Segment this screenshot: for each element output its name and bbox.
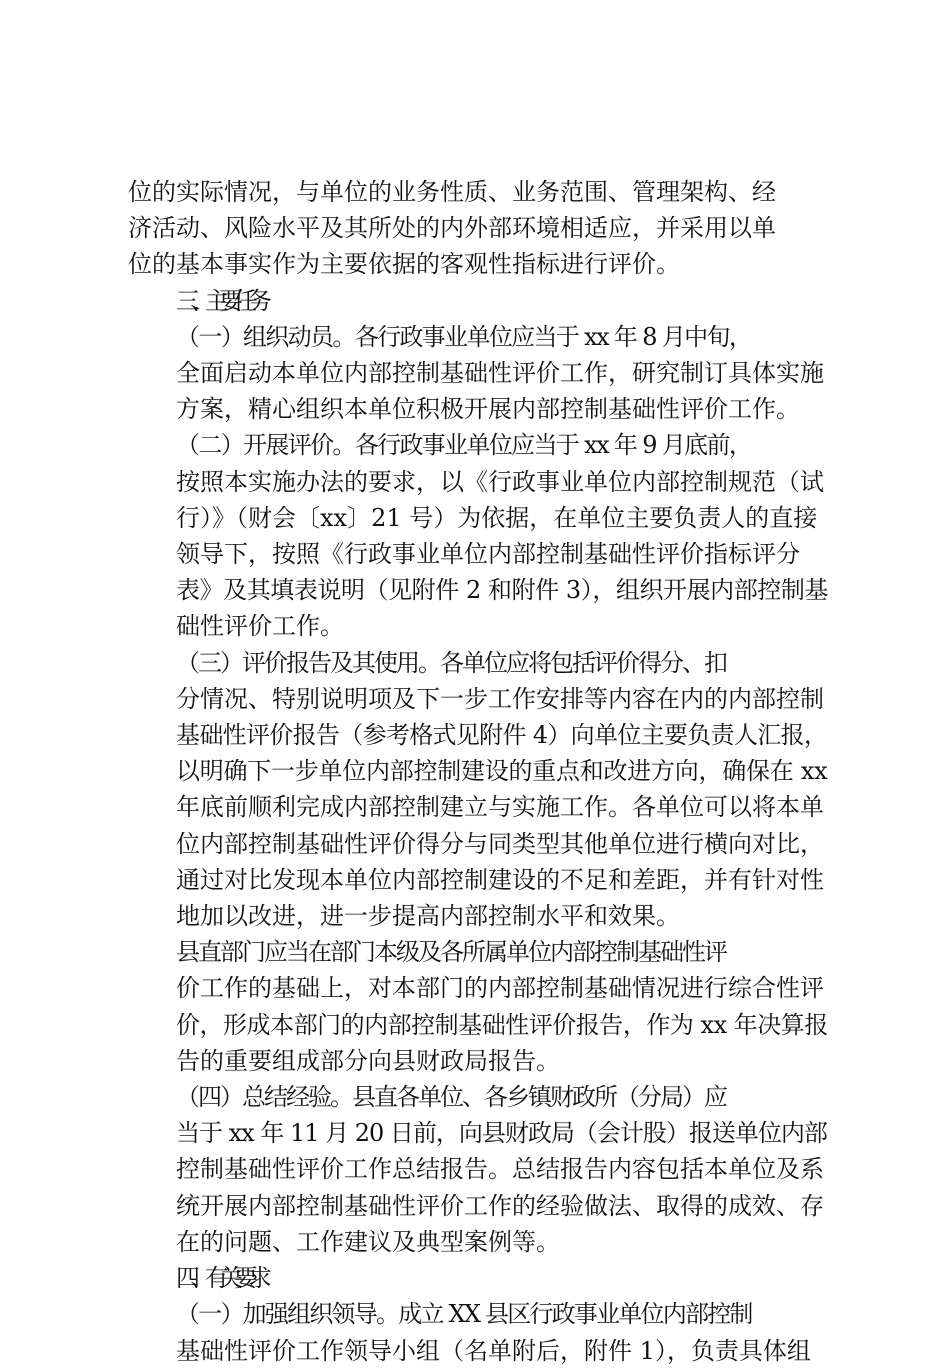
paragraph: [128, 1079, 828, 1260]
text-line: 通过对比发现本单位内部控制建设的不足和差距，并有针对性: [176, 865, 824, 894]
text-line: （三）评价报告及其使用。各单位应将包括评价得分、扣: [176, 648, 726, 677]
text-line: （二）开展评价。各行政事业单位应当于 xx 年 9 月底前，: [176, 431, 752, 460]
paragraph: [128, 427, 828, 644]
text-line: 分情况、特别说明项及下一步工作安排等内容在内的内部控制: [176, 684, 824, 713]
text-line: 基础性评价工作领导小组（名单附后，附件 1），负责具体组: [176, 1336, 811, 1365]
text-line: 按照本实施办法的要求，以《行政事业单位内部控制规范（试: [176, 467, 824, 496]
text-line: 价工作的基础上，对本部门的内部控制基础情况进行综合性评: [176, 974, 824, 1003]
text-line: 基础性评价报告（参考格式见附件 4）向单位主要负责人汇报，: [176, 721, 828, 750]
text-line: 在的问题、工作建议及典型案例等。: [176, 1227, 560, 1256]
text-line: 当于 xx 年 11 月 20 日前，向县财政局（会计股）报送单位内部: [176, 1119, 827, 1148]
text-line: 行）》（财会〔xx〕21 号）为依据，在单位主要负责人的直接: [176, 503, 818, 532]
paragraph: [128, 283, 828, 319]
text-line: 告的重要组成部分向县财政局报告。: [176, 1046, 560, 1075]
paragraph: [128, 934, 828, 1079]
text-line: 地加以改进，进一步提高内部控制水平和效果。: [176, 902, 680, 931]
text-line: 县直部门应当在部门本级及各所属单位内部控制基础性评: [176, 938, 726, 967]
paragraph: [128, 645, 828, 935]
text-line: （四）总结经验。县直各单位、各乡镇财政所（分局）应: [176, 1083, 726, 1112]
document-body: [128, 174, 828, 1369]
text-line: 济活动、风险水平及其所处的内外部环境相适应，并采用以单: [128, 214, 776, 243]
text-line: （一）加强组织领导。成立 XX 县区行政事业单位内部控制: [176, 1300, 752, 1329]
text-line: 控制基础性评价工作总结报告。总结报告内容包括本单位及系: [176, 1155, 824, 1184]
text-line: 全面启动本单位内部控制基础性评价工作，研究制订具体实施: [176, 359, 824, 388]
paragraph: [128, 174, 828, 283]
text-line: 统开展内部控制基础性评价工作的经验做法、取得的成效、存: [176, 1191, 824, 1220]
text-line: 位内部控制基础性评价得分与同类型其他单位进行横向对比，: [176, 829, 824, 858]
text-line: 方案，精心组织本单位积极开展内部控制基础性评价工作。: [176, 395, 800, 424]
text-line: 位的基本事实作为主要依据的客观性指标进行评价。: [128, 250, 680, 279]
text-line: 四、有关要求: [176, 1264, 263, 1293]
text-line: （一）组织动员。各行政事业单位应当于 xx 年 8 月中旬，: [176, 322, 752, 351]
paragraph: [128, 1260, 828, 1296]
text-line: 础性评价工作。: [176, 612, 344, 641]
paragraph: [128, 319, 828, 428]
paragraph: [128, 1296, 828, 1368]
text-line: 三、主要任务: [176, 286, 263, 315]
text-line: 年底前顺利完成内部控制建立与实施工作。各单位可以将本单: [176, 793, 824, 822]
text-line: 领导下，按照《行政事业单位内部控制基础性评价指标评分: [176, 540, 800, 569]
text-line: 以明确下一步单位内部控制建设的重点和改进方向，确保在 xx: [176, 757, 828, 786]
text-line: 位的实际情况，与单位的业务性质、业务范围、管理架构、经: [128, 178, 776, 206]
text-line: 表》及其填表说明（见附件 2 和附件 3），组织开展内部控制基: [176, 576, 829, 605]
text-line: 价，形成本部门的内部控制基础性评价报告，作为 xx 年决算报: [176, 1010, 828, 1039]
